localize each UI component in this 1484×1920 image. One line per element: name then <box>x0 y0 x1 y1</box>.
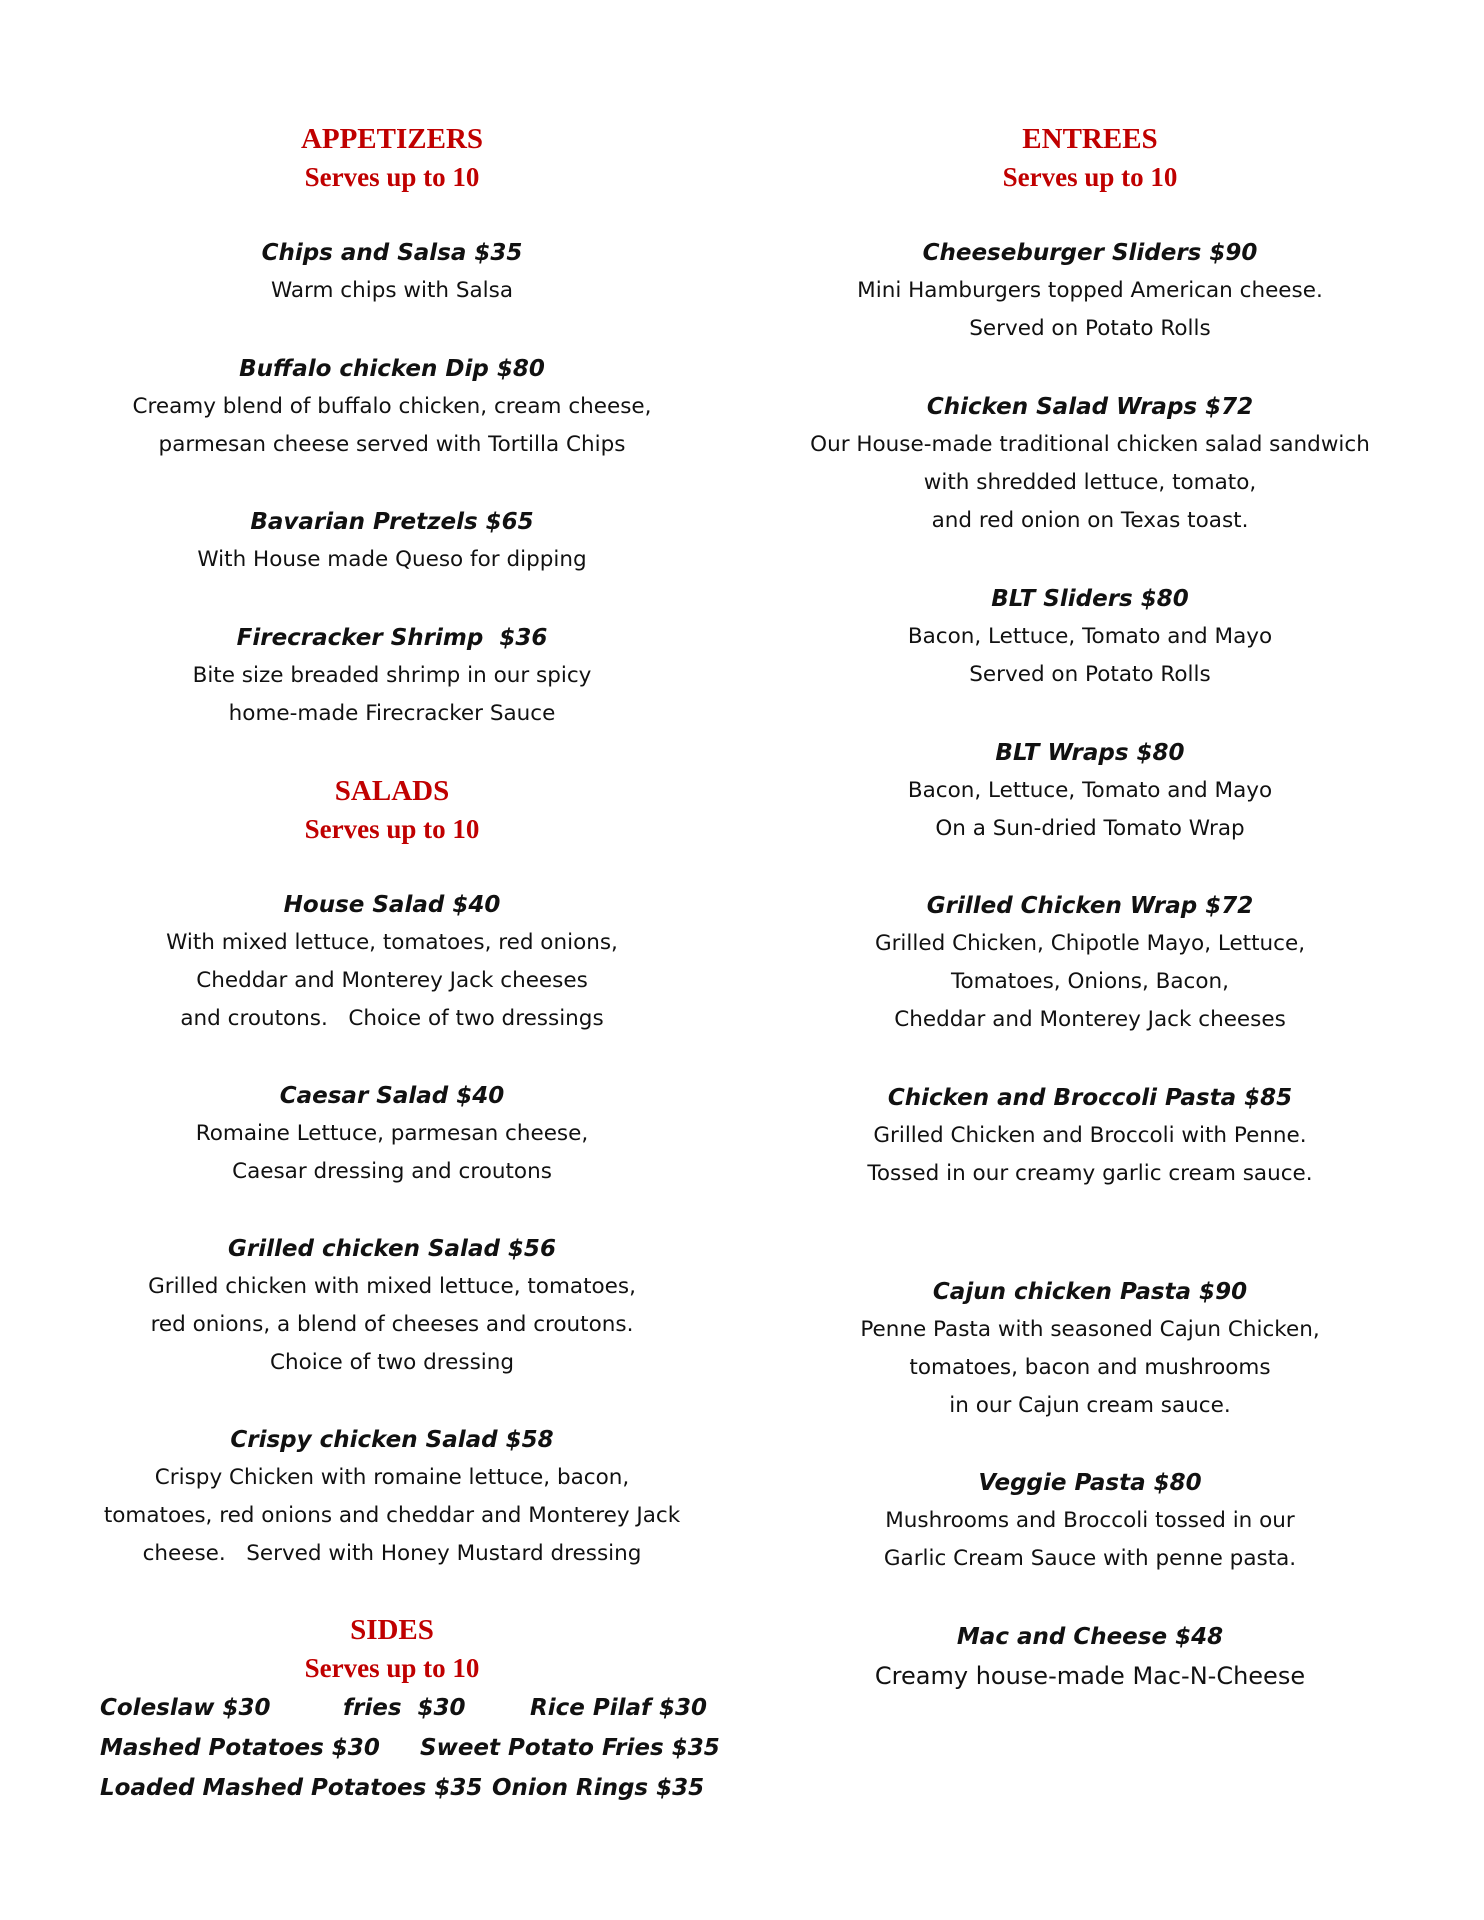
menu-item <box>92 350 692 464</box>
menu-item <box>790 580 1390 694</box>
menu-item <box>92 234 692 310</box>
item-description: Mini Hamburgers topped American cheese. <box>857 278 1323 303</box>
item-description: Mushrooms and Broccoli tossed in our <box>885 1508 1295 1533</box>
menu-item <box>790 234 1390 348</box>
menu-item <box>790 1273 1390 1425</box>
item-name: Cheeseburger Sliders $90 <box>922 240 1258 266</box>
item-description: Grilled Chicken and Broccoli with Penne. <box>873 1123 1307 1148</box>
item-name: BLT Sliders $80 <box>991 586 1189 612</box>
menu-item <box>790 1464 1390 1578</box>
sides-header <box>92 1611 692 1687</box>
item-name: Buffalo chicken Dip $80 <box>239 356 545 382</box>
item-name: Caesar Salad $40 <box>279 1083 505 1109</box>
section-title: SALADS <box>334 775 450 807</box>
item-description: Tomatoes, Onions, Bacon, <box>951 969 1229 994</box>
item-description: With House made Queso for dipping <box>197 547 587 572</box>
menu-item <box>92 619 692 733</box>
entrees-header <box>790 120 1390 196</box>
item-description: Our House-made traditional chicken salad sandwich <box>810 432 1370 457</box>
section-subtitle: Serves up to 10 <box>1002 162 1178 192</box>
menu-item <box>92 1077 692 1191</box>
menu-item <box>790 1618 1390 1696</box>
item-name: Firecracker Shrimp $36 <box>236 625 548 651</box>
item-description: tomatoes, red onions and cheddar and Monterey Jack <box>103 1503 681 1528</box>
item-description: Warm chips with Salsa <box>270 278 514 303</box>
item-description: Garlic Cream Sauce with penne pasta. <box>883 1546 1297 1571</box>
item-name: House Salad $40 <box>283 892 501 918</box>
section-subtitle: Serves up to 10 <box>304 814 480 844</box>
item-description: and red onion on Texas toast. <box>931 508 1249 533</box>
section-title: APPETIZERS <box>300 123 484 155</box>
side-item: Mashed Potatoes $30 <box>100 1735 380 1761</box>
item-description: Penne Pasta with seasoned Cajun Chicken, <box>860 1317 1320 1342</box>
menu-item <box>790 1079 1390 1193</box>
item-description: and croutons. Choice of two dressings <box>180 1006 604 1031</box>
item-description: Bacon, Lettuce, Tomato and Mayo <box>907 778 1273 803</box>
section-subtitle: Serves up to 10 <box>304 162 480 192</box>
menu-item <box>92 1421 692 1573</box>
item-description: Served on Potato Rolls <box>969 316 1211 341</box>
menu-item <box>92 1230 692 1382</box>
item-description: Tossed in our creamy garlic cream sauce. <box>867 1161 1313 1186</box>
item-name: Chicken Salad Wraps $72 <box>926 394 1254 420</box>
item-description: home-made Firecracker Sauce <box>228 701 556 726</box>
side-item: fries $30 <box>343 1695 466 1721</box>
item-name: BLT Wraps $80 <box>995 740 1185 766</box>
item-description: Creamy house-made Mac-N-Cheese <box>874 1662 1306 1690</box>
item-description: Crispy Chicken with romaine lettuce, bacon, <box>154 1465 630 1490</box>
item-name: Crispy chicken Salad $58 <box>230 1427 554 1453</box>
item-name: Grilled Chicken Wrap $72 <box>926 893 1254 919</box>
side-item: Onion Rings $35 <box>492 1775 705 1801</box>
item-description: Cheddar and Monterey Jack cheeses <box>196 968 588 993</box>
menu-item <box>790 734 1390 848</box>
item-name: Cajun chicken Pasta $90 <box>932 1279 1248 1305</box>
item-description: With mixed lettuce, tomatoes, red onions, <box>166 930 618 955</box>
side-item: Coleslaw $30 <box>100 1695 271 1721</box>
side-item: Sweet Potato Fries $35 <box>420 1735 720 1761</box>
item-description: Bacon, Lettuce, Tomato and Mayo <box>907 624 1273 649</box>
item-name: Chips and Salsa $35 <box>261 240 523 266</box>
item-name: Grilled chicken Salad $56 <box>228 1236 556 1262</box>
menu-item <box>92 503 692 579</box>
item-description: Romaine Lettuce, parmesan cheese, <box>195 1121 589 1146</box>
item-name: Chicken and Broccoli Pasta $85 <box>887 1085 1293 1111</box>
item-description: On a Sun-dried Tomato Wrap <box>935 816 1245 841</box>
appetizers-header <box>92 120 692 196</box>
item-name: Mac and Cheese $48 <box>956 1624 1224 1650</box>
item-description: tomatoes, bacon and mushrooms <box>909 1355 1271 1380</box>
menu-item <box>790 887 1390 1039</box>
item-description: Grilled chicken with mixed lettuce, tomatoes, <box>148 1274 636 1299</box>
side-item: Rice Pilaf $30 <box>530 1695 708 1721</box>
item-name: Veggie Pasta $80 <box>978 1470 1202 1496</box>
item-description: Choice of two dressing <box>269 1350 515 1375</box>
item-description: Bite size breaded shrimp in our spicy <box>192 663 592 688</box>
item-name: Bavarian Pretzels $65 <box>250 509 534 535</box>
menu-item <box>790 388 1390 540</box>
item-description: Caesar dressing and croutons <box>232 1159 552 1184</box>
item-description: Grilled Chicken, Chipotle Mayo, Lettuce, <box>874 931 1306 956</box>
side-item: Loaded Mashed Potatoes $35 <box>100 1775 483 1801</box>
salads-header <box>92 772 692 848</box>
section-subtitle: Serves up to 10 <box>304 1653 480 1683</box>
item-description: parmesan cheese served with Tortilla Chips <box>158 432 626 457</box>
section-title: SIDES <box>350 1614 434 1646</box>
item-description: in our Cajun cream sauce. <box>949 1393 1231 1418</box>
item-description: Served on Potato Rolls <box>969 662 1211 687</box>
item-description: red onions, a blend of cheeses and croutons. <box>150 1312 634 1337</box>
section-title: ENTREES <box>1022 123 1158 155</box>
menu-item <box>92 886 692 1038</box>
item-description: Creamy blend of buffalo chicken, cream cheese, <box>132 394 652 419</box>
item-description: cheese. Served with Honey Mustard dressing <box>142 1541 642 1566</box>
item-description: with shredded lettuce, tomato, <box>923 470 1257 495</box>
item-description: Cheddar and Monterey Jack cheeses <box>894 1007 1286 1032</box>
